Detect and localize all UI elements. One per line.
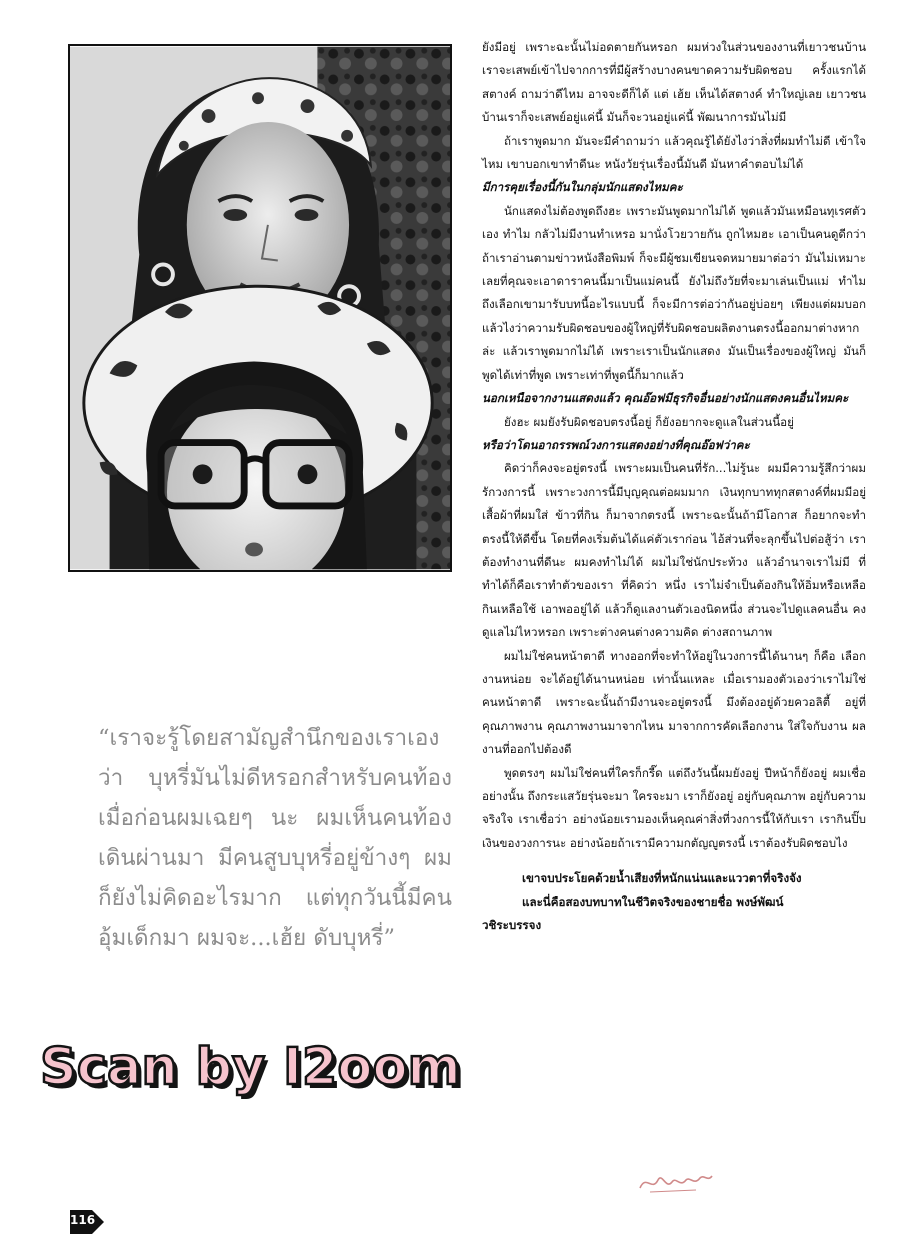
interview-question: หรือว่าโดนอาถรรพณ์วงการแสดงอย่างที่คุณอ๊อฟว่าคะ bbox=[482, 437, 750, 452]
article-paragraph: ยังฮะ ผมยังรับผิดชอบตรงนี้อยู่ ก็ยังอยากจะดูแลในส่วนนี้อยู่ bbox=[504, 414, 794, 429]
article-paragraph: ยังมีอยู่ เพราะฉะนั้นไม่อดตายกันหรอก ผมห่วงในส่วนของงานที่เยาวชนบ้านเราจะเสพย์เข้าไปจากการที่มีผู้สร้างบางคนขาดความรับผิดชอบ ครั้งแรกได้สตางค์ ถามว่าดีไหม อาจจะดีก็ได้ แต่ เฮ้ย เห็นได้สตางค์ ทำใหญ่เลย เยาวชนบ้านเราก็จะเสพย์อยู่แค่นี้ มันก็จะวนอยู่แค่นี้ พัฒนาการมันไม่มี bbox=[482, 40, 866, 125]
interview-question: มีการคุยเรื่องนี้กันในกลุ่มนักแสดงไหมคะ bbox=[482, 180, 683, 195]
closing-line: และนี่คือสองบทบาทในชีวิตจริงของชายชื่อ พงษ์พัฒน์ bbox=[522, 894, 784, 909]
page-number-marker bbox=[70, 1208, 106, 1236]
closing-line: เขาจบประโยคด้วยน้ำเสียงที่หนักแน่นและแววตาที่จริงจัง bbox=[522, 871, 802, 886]
scan-watermark: Scan by I2oom bbox=[40, 1038, 461, 1097]
article-paragraph: ถ้าเราพูดมาก มันจะมีคำถามว่า แล้วคุณรู้ได้ยังไงว่าสิ่งที่ผมทำไม่ดี เข้าใจไหม เขาบอกเขาทำดีนะ หนังวัยรุ่นเรื่องนี้มันดี มันหาคำตอบไม่ได้ bbox=[482, 133, 866, 172]
article-paragraph: พูดตรงๆ ผมไม่ใช่คนที่ใครก็กรี๊ด แต่ถึงวันนี้ผมยังอยู่ ปีหน้าก็ยังอยู่ ผมเชื่ออย่างนั้น ถึงกระแสวัยรุ่นจะมา ใครจะมา เราก็ยังอยู่ อยู่กับคุณภาพ อยู่กับความจริงใจ เราเชื่อว่า อย่างน้อยเรามองเห็นคุณค่าสิ่งที่วงการนี้ให้กับเรา เรากินปิ๊บ เงินของวงการนะ อย่างน้อยถ้าเรามีความกตัญญูตรงนี้ เราต้องรับผิดชอบไง bbox=[482, 765, 866, 850]
article-paragraph: ผมไม่ใช่คนหน้าตาดี ทางออกที่จะทำให้อยู่ในวงการนี้ได้นานๆ ก็คือ เลือกงานหน่อย จะได้อยู่ได้นานหน่อย เท่านั้นแหละ เมื่อเรามองตัวเองว่าเราไม่ใช่คนหน้าตาดี เพราะฉะนั้นถ้ามีงานจะอยู่ตรงนี้ มึงต้องอยู่ด้วยควอลิตี้ อยู่ที่คุณภาพงาน คุณภาพงานมาจากไหน มาจากการคัดเลือกงาน ใส่ใจกับงาน ผลงานที่ออกไปต้องดี bbox=[482, 648, 866, 757]
mother-child-photo bbox=[68, 44, 452, 572]
article-paragraph: คิดว่าก็คงจะอยู่ตรงนี้ เพราะผมเป็นคนที่รัก...ไม่รู้นะ ผมมีความรู้สึกว่าผมรักวงการนี้ เพราะวงการนี้มีบุญคุณต่อผมมาก เงินทุกบาททุกสตางค์ที่ผมมีอยู่ เสื้อผ้าที่ผมใส่ ข้าวที่กิน ก็มาจากตรงนี้ เพราะฉะนั้นถ้ามีโอกาส ก็อยากจะทำตรงนี้ให้ดีขึ้น โดยที่คงเริ่มต้นได้แค่ตัวเราก่อน ไอ้ส่วนที่จะลุกขึ้นไปต่อสู้ว่า เราต้องทำงานที่ดีนะ ผมคงทำไม่ได้ ผมไม่ใช่นักประท้วง แล้วอำนาจเราไม่มี ที่ทำได้ก็คือเราทำตัวของเรา ที่คิดว่า หนึ่ง เราไม่จำเป็นต้องกินให้อิ่มหรือเหลือกินเหลือใช้ เอาพออยู่ได้ แล้วก็ดูแลงานตัวเองนิดหนึ่ง ส่วนจะไปดูแลคนอื่น คงดูแลไม่ไหวหรอก เพราะต่างคนต่างความคิด ต่างสถานภาพ bbox=[482, 461, 866, 640]
paragraph-gap bbox=[482, 855, 866, 867]
pull-quote: “เราจะรู้โดยสามัญสำนึกของเราเองว่า บุหรี่มันไม่ดีหรอกสำหรับคนท้อง เมื่อก่อนผมเฉยๆ นะ ผมเห็นคนท้องเดินผ่านมา มีคนสูบบุหรี่อยู่ข้างๆ ผมก็ยังไม่คิดอะไรมาก แต่ทุกวันนี้มีคนอุ้มเด็กมา ผมจะ...เฮ้ย ดับบุหรี่” bbox=[98, 725, 452, 951]
author-name: วชิระบรรจง bbox=[482, 918, 542, 933]
article-paragraph: นักแสดงไม่ต้องพูดถึงฮะ เพราะมันพูดมากไม่ได้ พูดแล้วมันเหมือนทุเรศตัวเอง ทำไม กลัวไม่มีงานทำเหรอ มานั่งโวยวายกัน ถูกไหมฮะ เอาเป็นคนดูดีกว่า ถ้าเราอ่านตามข่าวหนังสือพิมพ์ ก็จะมีผู้ชมเขียนจดหมายมาต่อว่า มันไม่เหมาะเลยที่คุณจะเอาดาราคนนี้มาเป็นแม่คนนี้ ยังไม่ถึงวัยที่จะมาเล่นเป็นแม่ ทำไมถึงเลือกเขามารับบทนี้อะไรแบบนี้ ก็จะมีการต่อว่ากันอยู่บ่อยๆ เพียงแต่ผมบอกแล้วไงว่าความรับผิดชอบของผู้ใหญ่ที่รับผิดชอบผลิตงานตรงนี้ออกมาต่างหากล่ะ แล้วเราพูดมากไม่ได้ เพราะเราเป็นนักแสดง มันเป็นเรื่องของผู้ใหญ่ มันก็พูดได้เท่าที่พูด เพราะเท่าที่พูดนี้ก็มากแล้ว bbox=[482, 203, 866, 382]
signature-icon bbox=[636, 1168, 716, 1196]
interview-question: นอกเหนือจากงานแสดงแล้ว คุณอ๊อฟมีธุรกิจอื่นอย่างนักแสดงคนอื่นไหมคะ bbox=[482, 391, 849, 406]
article-column bbox=[482, 36, 866, 937]
page-number: 116 bbox=[70, 1213, 96, 1227]
